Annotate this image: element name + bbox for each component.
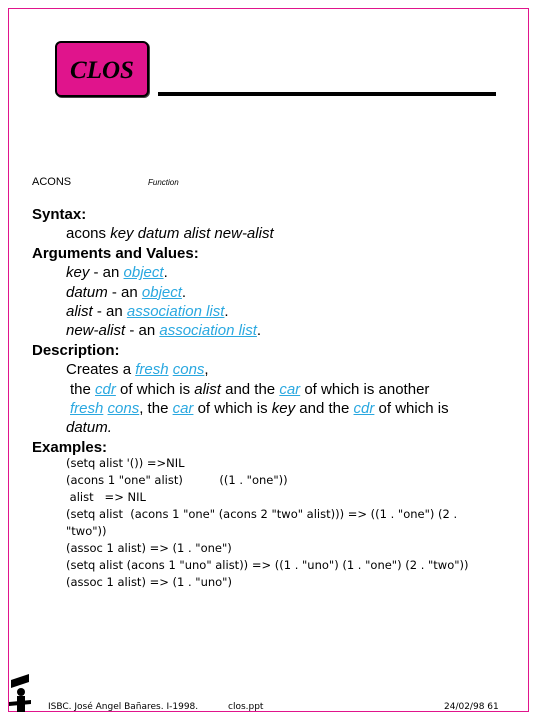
- desc-text: Creates a: [66, 361, 136, 379]
- arg-term: datum: [66, 283, 108, 301]
- arg-term: new-alist: [66, 322, 126, 340]
- arg-end: .: [181, 283, 187, 301]
- content-body: [32, 205, 449, 457]
- desc-term: alist: [194, 380, 221, 398]
- arg-sep: - an: [125, 322, 160, 340]
- desc-text: ,: [204, 361, 209, 379]
- university-logo-icon: [7, 666, 33, 714]
- syntax-line: [32, 224, 449, 243]
- link-association-list[interactable]: association list: [159, 322, 257, 340]
- link-object[interactable]: object: [141, 283, 182, 301]
- link-cdr[interactable]: cdr: [95, 380, 116, 398]
- args-heading: Arguments and Values:: [32, 244, 199, 262]
- example-line: (assoc 1 alist) => (1 . "one"): [66, 541, 232, 555]
- description-heading: Description:: [32, 341, 120, 359]
- examples-code: [66, 455, 469, 591]
- link-fresh[interactable]: fresh: [70, 399, 104, 417]
- syntax-args: key datum alist: [106, 225, 215, 243]
- footer-credit: ISBC. José Angel Bañares. I-1998.: [48, 702, 199, 712]
- example-line: alist => NIL: [66, 490, 146, 504]
- description-line-3: [32, 399, 449, 418]
- arg-end: .: [224, 302, 229, 320]
- arg-datum: [32, 283, 449, 302]
- example-line: "two")): [66, 524, 107, 538]
- example-line: (setq alist '()) =>NIL: [66, 456, 185, 470]
- title-rule: [158, 92, 496, 96]
- footer-file: clos.ppt: [228, 702, 264, 712]
- arg-sep: - an: [89, 264, 124, 282]
- footer-date-page: 24/02/98 61: [444, 702, 499, 712]
- arg-key: [32, 263, 449, 282]
- example-line: (assoc 1 alist) => (1 . "uno"): [66, 575, 232, 589]
- description-line-4: datum.: [66, 419, 112, 437]
- link-car[interactable]: car: [172, 399, 194, 417]
- desc-text: and the: [295, 399, 354, 417]
- link-cons[interactable]: cons: [172, 361, 205, 379]
- arg-sep: - an: [92, 302, 127, 320]
- desc-text: of which is: [374, 399, 449, 417]
- desc-text: of which is another: [300, 380, 430, 398]
- arg-sep: - an: [107, 283, 142, 301]
- link-cons[interactable]: cons: [107, 399, 140, 417]
- link-cdr[interactable]: cdr: [353, 399, 375, 417]
- desc-text: , the: [139, 399, 173, 417]
- syntax-result: new-alist: [214, 225, 274, 243]
- syntax-heading: Syntax:: [32, 206, 87, 223]
- examples-heading: Examples:: [32, 438, 108, 456]
- link-association-list[interactable]: association list: [126, 302, 225, 320]
- arg-alist: [32, 302, 449, 321]
- link-car[interactable]: car: [279, 380, 301, 398]
- entry-type: Function: [148, 178, 179, 187]
- arg-new-alist: [32, 321, 449, 340]
- desc-text: of which is: [193, 399, 272, 417]
- link-fresh[interactable]: fresh: [135, 361, 169, 379]
- description-line-2: [32, 380, 449, 399]
- desc-text: of which is: [115, 380, 195, 398]
- logo-text: CLOS: [70, 57, 134, 84]
- example-line: (setq alist (acons 1 "uno" alist)) => ((1 . "uno") (1 . "one") (2 . "two")): [66, 558, 469, 572]
- example-line: (acons 1 "one" alist) ((1 . "one")): [66, 473, 288, 487]
- desc-text: and the: [220, 380, 280, 398]
- arg-end: .: [256, 322, 262, 340]
- desc-text: the: [70, 380, 96, 398]
- clos-logo: [55, 41, 149, 97]
- arg-end: .: [163, 264, 168, 282]
- desc-term: key: [271, 399, 296, 417]
- description-line-1: [32, 360, 449, 379]
- link-object[interactable]: object: [123, 264, 164, 282]
- arg-term: alist: [66, 302, 93, 320]
- syntax-fn: acons: [66, 225, 107, 243]
- arg-term: key: [66, 264, 90, 282]
- example-line: (setq alist (acons 1 "one" (acons 2 "two" alist))) => ((1 . "one") (2 .: [66, 507, 458, 521]
- entry-name: ACONS: [32, 176, 72, 188]
